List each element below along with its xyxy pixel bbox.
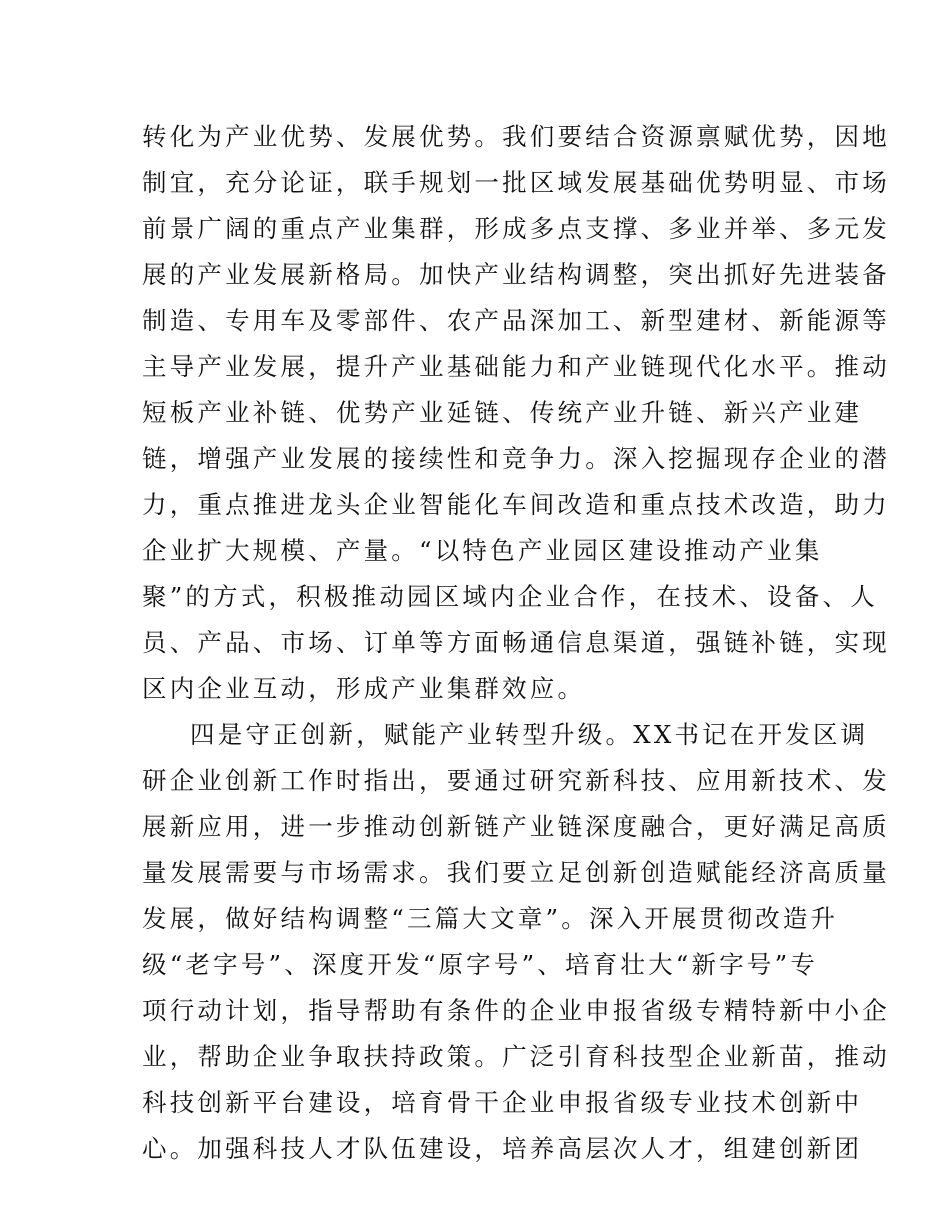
paragraph-line: 展的产业发展新格局。加快产业结构调整，突出抓好先进装备	[142, 260, 890, 289]
paragraph-line: 聚”的方式，积极推动园区域内企业合作，在技术、设备、人	[142, 582, 878, 611]
paragraph-line: 项行动计划，指导帮助有条件的企业申报省级专精特新中小企	[142, 996, 890, 1025]
paragraph-line: 研企业创新工作时指出，要通过研究新科技、应用新技术、发	[142, 766, 890, 795]
paragraph-line: 主导产业发展，提升产业基础能力和产业链现代化水平。推动	[142, 352, 890, 381]
paragraph-line: 展新应用，进一步推动创新链产业链深度融合，更好满足高质	[142, 812, 890, 841]
paragraph-line: 力，重点推进龙头企业智能化车间改造和重点技术改造，助力	[142, 490, 890, 519]
paragraph-line: 量发展需要与市场需求。我们要立足创新创造赋能经济高质量	[142, 858, 890, 887]
paragraph-line: 科技创新平台建设，培育骨干企业申报省级专业技术创新中	[142, 1088, 863, 1117]
paragraph-line: 企业扩大规模、产量。“以特色产业园区建设推动产业集	[142, 536, 823, 565]
paragraph-first-line: 四是守正创新，赋能产业转型升级。XX书记在开发区调	[190, 720, 869, 749]
paragraph-line: 链，增强产业发展的接续性和竞争力。深入挖掘现存企业的潜	[142, 444, 890, 473]
paragraph-line: 心。加强科技人才队伍建设，培养高层次人才，组建创新团	[142, 1134, 863, 1163]
paragraph-line: 短板产业补链、优势产业延链、传统产业升链、新兴产业建	[142, 398, 863, 427]
paragraph-line: 发展，做好结构调整“三篇大文章”。深入开展贯彻改造升	[142, 904, 839, 933]
paragraph-line: 前景广阔的重点产业集群，形成多点支撑、多业并举、多元发	[142, 214, 890, 243]
paragraph-line: 业，帮助企业争取扶持政策。广泛引育科技型企业新苗，推动	[142, 1042, 890, 1071]
paragraph-line: 员、产品、市场、订单等方面畅通信息渠道，强链补链，实现	[142, 628, 890, 657]
paragraph-line: 区内企业互动，形成产业集群效应。	[142, 674, 586, 703]
paragraph-line: 转化为产业优势、发展优势。我们要结合资源禀赋优势，因地	[142, 122, 890, 151]
paragraph-line: 制宜，充分论证，联手规划一批区域发展基础优势明显、市场	[142, 168, 890, 197]
paragraph-line: 制造、专用车及零部件、农产品深加工、新型建材、新能源等	[142, 306, 890, 335]
paragraph-line: 级“老字号”、深度开发“原字号”、培育壮大“新字号”专	[142, 950, 819, 979]
